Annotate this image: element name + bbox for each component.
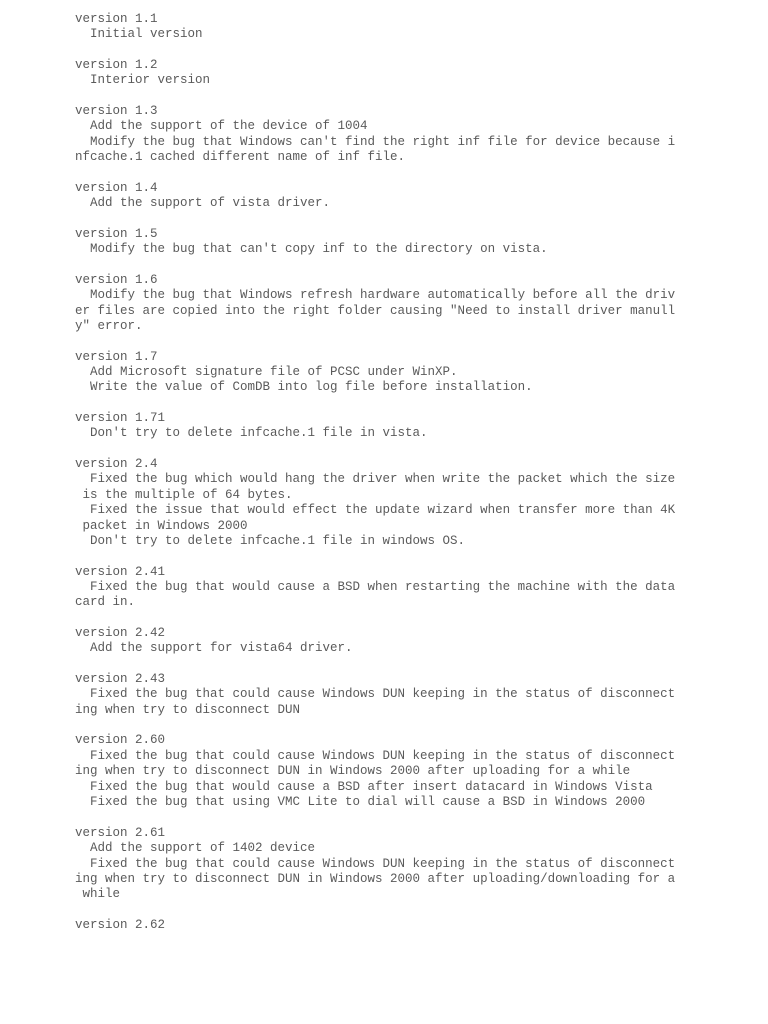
version-heading: version 1.1 bbox=[75, 12, 158, 26]
change-note-line: Modify the bug that Windows can't find the right inf file for device because i bbox=[75, 134, 676, 149]
changelog-entry bbox=[75, 181, 675, 212]
changelog-entry bbox=[75, 58, 675, 89]
changelog-entry bbox=[75, 273, 675, 335]
changelog-entry bbox=[75, 918, 675, 933]
change-note-line: Write the value of ComDB into log file before installation. bbox=[75, 380, 533, 395]
changelog-entry bbox=[75, 626, 675, 657]
change-note-line: is the multiple of 64 bytes. bbox=[75, 487, 293, 502]
change-note-line: packet in Windows 2000 bbox=[75, 518, 248, 533]
version-heading: version 1.3 bbox=[75, 104, 158, 118]
change-note-line: Interior version bbox=[75, 73, 211, 88]
changelog-entry bbox=[75, 672, 675, 718]
change-note-line: Add the support of vista driver. bbox=[75, 196, 331, 211]
change-note-line: Fixed the bug that could cause Windows DUN keeping in the status of disconnect bbox=[75, 748, 676, 763]
version-heading: version 1.7 bbox=[75, 349, 158, 364]
changelog-entry bbox=[75, 826, 675, 903]
change-note-line: Fixed the bug that would cause a BSD when restarting the machine with the data bbox=[75, 580, 676, 595]
change-note-line: ing when try to disconnect DUN in Windows 2000 after uploading/downloading for a bbox=[75, 871, 676, 886]
version-heading: version 2.61 bbox=[75, 825, 166, 840]
change-note-line: Add Microsoft signature file of PCSC under WinXP. bbox=[75, 365, 458, 380]
version-heading: version 2.42 bbox=[75, 626, 166, 641]
version-heading: version 1.5 bbox=[75, 226, 158, 241]
change-note-line: y" error. bbox=[75, 319, 143, 334]
change-note-line: ing when try to disconnect DUN bbox=[75, 702, 301, 717]
changelog-entry bbox=[75, 12, 675, 43]
version-heading: version 2.4 bbox=[75, 457, 158, 472]
changelog-entry bbox=[75, 565, 675, 611]
changelog-entry bbox=[75, 350, 675, 396]
change-note-line: nfcache.1 cached different name of inf file. bbox=[75, 150, 406, 165]
change-note-line: Fixed the bug which would hang the driver when write the packet which the size bbox=[75, 472, 676, 487]
version-heading: version 2.60 bbox=[75, 733, 166, 748]
change-note-line: Initial version bbox=[75, 27, 203, 42]
change-note-line: Fixed the bug that could cause Windows DUN keeping in the status of disconnect bbox=[75, 687, 676, 702]
change-note-line: Add the support for vista64 driver. bbox=[75, 641, 353, 656]
changelog-document bbox=[75, 12, 675, 949]
changelog-entry bbox=[75, 227, 675, 258]
version-heading: version 2.43 bbox=[75, 672, 166, 687]
version-heading: version 1.6 bbox=[75, 272, 158, 287]
change-note-line: Fixed the bug that using VMC Lite to dial will cause a BSD in Windows 2000 bbox=[75, 795, 646, 810]
changelog-entry bbox=[75, 733, 675, 810]
version-heading: version 2.41 bbox=[75, 564, 166, 579]
version-heading: version 1.2 bbox=[75, 58, 158, 72]
change-note-line: Fixed the bug that could cause Windows DUN keeping in the status of disconnect bbox=[75, 856, 676, 871]
change-note-line: Fixed the issue that would effect the update wizard when transfer more than 4K bbox=[75, 503, 676, 518]
change-note-line: Don't try to delete infcache.1 file in windows OS. bbox=[75, 534, 466, 549]
changelog-entry bbox=[75, 411, 675, 442]
change-note-line: ing when try to disconnect DUN in Windows 2000 after uploading for a while bbox=[75, 764, 631, 779]
change-note-line: Don't try to delete infcache.1 file in vista. bbox=[75, 426, 428, 441]
changelog-entry bbox=[75, 104, 675, 166]
change-note-line: Add the support of the device of 1004 bbox=[75, 119, 368, 134]
change-note-line: Add the support of 1402 device bbox=[75, 841, 316, 856]
change-note-line: Fixed the bug that would cause a BSD after insert datacard in Windows Vista bbox=[75, 779, 653, 794]
change-note-line: er files are copied into the right folder causing "Need to install driver manull bbox=[75, 303, 676, 318]
version-heading: version 2.62 bbox=[75, 917, 166, 932]
change-note-line: while bbox=[75, 887, 121, 902]
version-heading: version 1.71 bbox=[75, 411, 166, 426]
change-note-line: card in. bbox=[75, 595, 136, 610]
changelog-entry bbox=[75, 457, 675, 549]
change-note-line: Modify the bug that can't copy inf to the directory on vista. bbox=[75, 242, 548, 257]
version-heading: version 1.4 bbox=[75, 180, 158, 195]
change-note-line: Modify the bug that Windows refresh hardware automatically before all the driv bbox=[75, 288, 676, 303]
